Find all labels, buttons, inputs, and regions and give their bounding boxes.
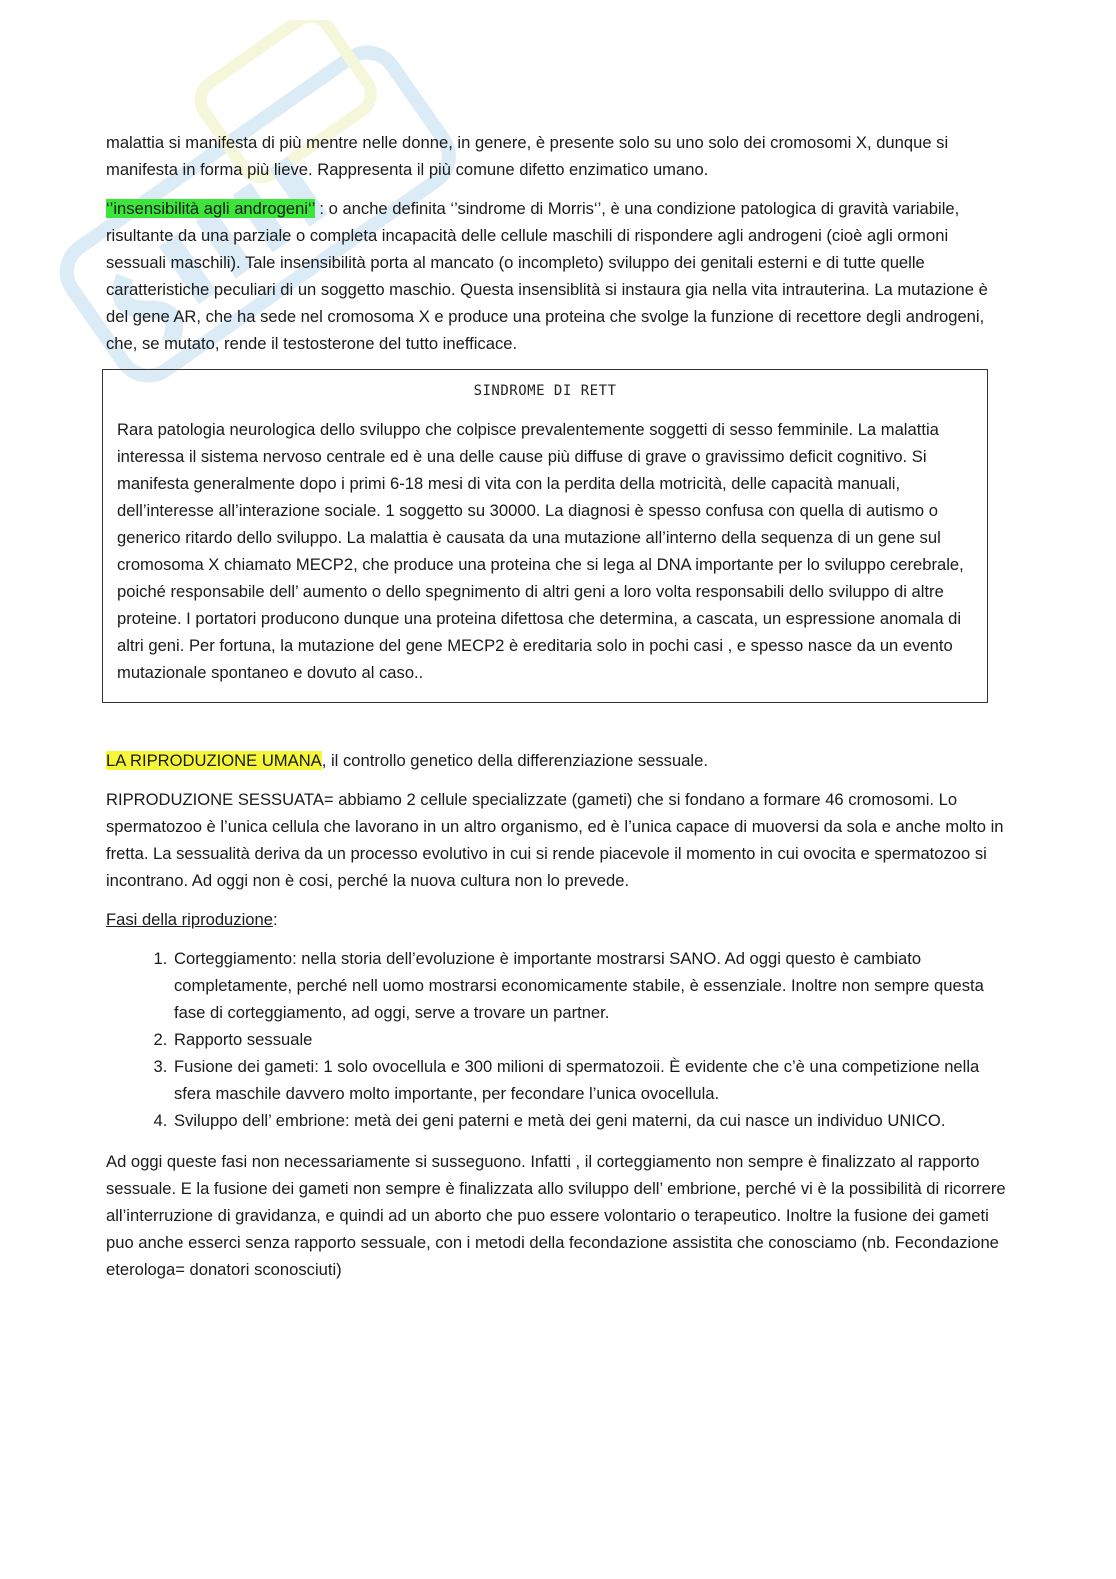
phases-heading-colon: : bbox=[272, 910, 278, 929]
sexual-reproduction-paragraph: RIPRODUZIONE SESSUATA= abbiamo 2 cellule specializzate (gameti) che si fondano a formare 46 cromosomi. Lo spermatozoo è l’unica cellula che lavorano in un altro organismo, ed è l’unica capace di muoversi da sola e anche molto in fretta. La sessualità deriva da un processo evolutivo in cui si rende piacevole il momento in cui ovocita e spermatozoo si incontrano. Ad oggi non è cosi, perché la nuova cultura non lo prevede. bbox=[106, 790, 1004, 890]
list-item: 2. Rapporto sessuale bbox=[172, 1026, 1006, 1053]
androgen-insensitivity-text: : o anche definita ‘’sindrome di Morris‘’, è una condizione patologica di gravità variabile, risultante da una parziale o completa incapacità delle cellule maschili di rispondere agli androgeni (cioè agli ormoni sessuali maschili). Tale insensibilità porta al mancato (o incompleto) sviluppo dei genitali esterni e di tutte quelle caratteristiche peculiari di un soggetto maschio. Questa insensiblità si instaura gia nella vita intrauterina. La mutazione è del gene AR, che ha sede nel cromosoma X e produce una proteina che svolge la funzione di recettore degli androgeni, che, se mutato, rende il testosterone del tutto inefficace. bbox=[106, 199, 988, 353]
list-item: 4. Sviluppo dell’ embrione: metà dei geni paterni e metà dei geni materni, da cui nasce un individuo UNICO. bbox=[172, 1107, 1006, 1134]
section-heading bbox=[106, 747, 1006, 774]
phases-list bbox=[106, 945, 1006, 1134]
section-highlighted-title: LA RIPRODUZIONE UMANA bbox=[106, 751, 322, 770]
section-title-rest: , il controllo genetico della differenziazione sessuale. bbox=[321, 751, 708, 770]
androgen-insensitivity-paragraph bbox=[106, 195, 1006, 357]
rett-syndrome-box bbox=[102, 369, 988, 703]
list-item: 3. Fusione dei gameti: 1 solo ovocellula e 300 milioni di spermatozoii. È evidente che c’è una competizione nella sfera maschile davvero molto importante, per fecondare l’unica ovocellula. bbox=[172, 1053, 1006, 1107]
list-item: 1. Corteggiamento: nella storia dell’evoluzione è importante mostrarsi SANO. Ad oggi questo è cambiato completamente, perché nell uomo mostrarsi economicamente stabile, è essenziale. Inoltre non sempre questa fase di corteggiamento, ad oggi, serve a trovare un partner. bbox=[172, 945, 1006, 1026]
rett-box-title: SINDROME DI RETT bbox=[473, 383, 617, 399]
document-body bbox=[106, 129, 1006, 1295]
section-spacer bbox=[106, 703, 1006, 747]
phases-heading-text: Fasi della riproduzione bbox=[106, 910, 273, 929]
rett-box-text: Rara patologia neurologica dello sviluppo che colpisce prevalentemente soggetti di sesso femminile. La malattia interessa il sistema nervoso centrale ed è una delle cause più diffuse di grave o gravissimo deficit cognitivo. Si manifesta generalmente dopo i primi 6-18 mesi di vita con la perdita della motricità, delle capacità manuali, dell’interesse all’interazione sociale. 1 soggetto su 30000. La diagnosi è spesso confusa con quella di autismo o generico ritardo dello sviluppo. La malattia è causata da una mutazione all’interno della sequenza di un gene sul cromosoma X chiamato MECP2, che produce una proteina che si lega al DNA importante per lo sviluppo cerebrale, poiché responsabile dell’ aumento o dello spegnimento di altri geni a loro volta responsabili dello sviluppo di altre proteine. I portatori producono dunque una proteina difettosa che determina, a cascata, un espressione anomala di altri geni. Per fortuna, la mutazione del gene MECP2 è ereditaria solo in pochi casi , e spesso nasce da un evento mutazionale spontaneo e dovuto al caso.. bbox=[117, 420, 964, 682]
androgen-insensitivity-term: ‘’insensibilità agli androgeni‘’ bbox=[106, 199, 315, 218]
intro-paragraph: malattia si manifesta di più mentre nelle donne, in genere, è presente solo su uno solo dei cromosomi X, dunque si manifesta in forma più lieve. Rappresenta il più comune difetto enzimatico umano. bbox=[106, 133, 949, 179]
phases-heading bbox=[106, 906, 1006, 933]
closing-paragraph: Ad oggi queste fasi non necessariamente si susseguono. Infatti , il corteggiamento non sempre è finalizzato al rapporto sessuale. E la fusione dei gameti non sempre è finalizzata allo sviluppo dell’ embrione, perché vi è la possibilità di ricorrere all’interruzione di gravidanza, e quindi ad un aborto che puo essere volontario o terapeutico. Inoltre la fusione dei gameti puo anche esserci senza rapporto sessuale, con i metodi della fecondazione assistita che conosciamo (nb. Fecondazione eterologa= donatori sconosciuti) bbox=[106, 1152, 1006, 1279]
